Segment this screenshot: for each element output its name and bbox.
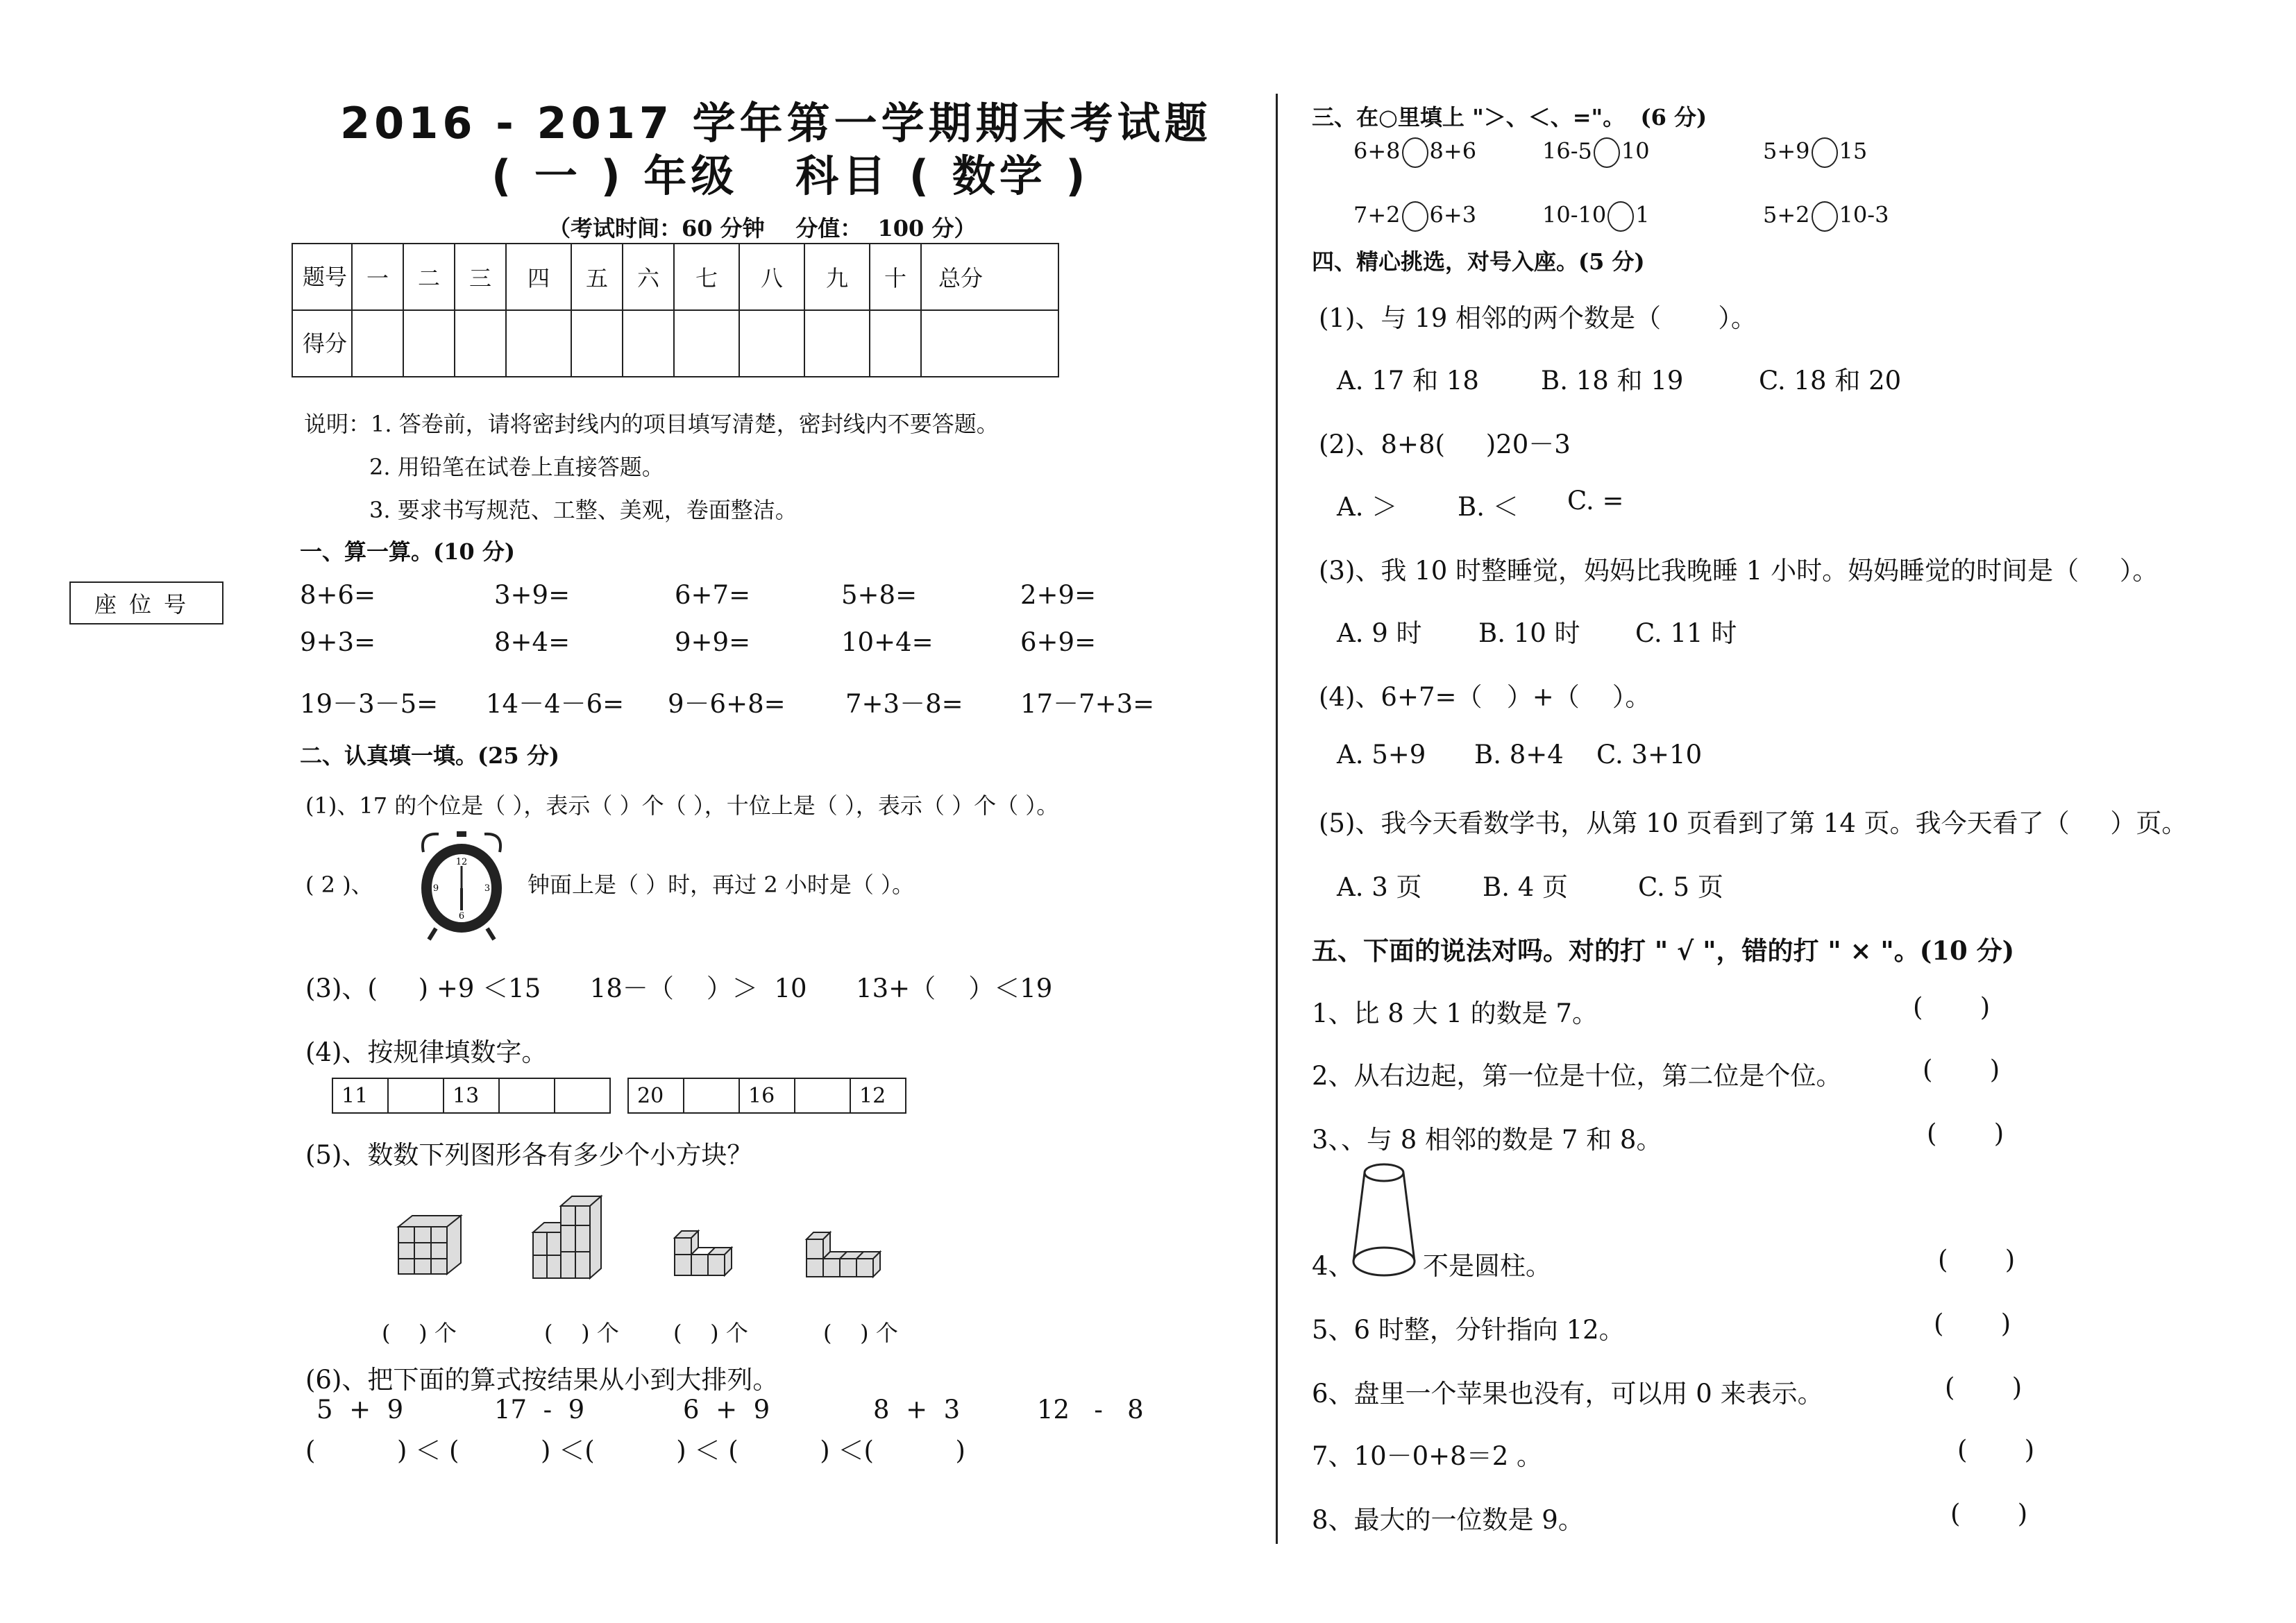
sequence-1	[332, 1078, 611, 1114]
tf-statement: 7、10－0+8＝2 。	[1312, 1441, 1543, 1471]
s4-opt[interactable]: C. 11 时	[1635, 618, 1737, 648]
tf-statement: 4、	[1312, 1251, 1354, 1281]
tf-answer-paren[interactable]: ( )	[1957, 1435, 2035, 1465]
count-label: ( ) 个	[544, 1320, 619, 1346]
q6-expr: 12 - 8	[1037, 1395, 1144, 1425]
s2-q2-prefix: ( 2 )、	[305, 872, 373, 898]
score-col: 五	[571, 244, 623, 310]
count-label: ( ) 个	[382, 1320, 457, 1346]
seq-cell[interactable]	[388, 1078, 444, 1113]
calc: 8+4=	[494, 627, 571, 657]
score-cell[interactable]	[921, 310, 1058, 377]
compare-left: 7+2	[1353, 201, 1401, 228]
seq-cell: 20	[628, 1078, 684, 1113]
s4-opt[interactable]: B. 18 和 19	[1541, 366, 1684, 396]
seq-cell[interactable]	[684, 1078, 739, 1113]
svg-text:9: 9	[432, 883, 439, 894]
calc: 9+9=	[675, 627, 751, 657]
compare-right: 10	[1621, 137, 1650, 164]
seq-cell[interactable]	[499, 1078, 555, 1113]
seq-cell: 12	[850, 1078, 906, 1113]
section1-heading: 一、算一算。(10 分)	[300, 538, 515, 565]
s4-opt[interactable]: A. 17 和 18	[1337, 366, 1479, 396]
s4-opt[interactable]: C. 18 和 20	[1759, 366, 1902, 396]
compare-right: 8+6	[1429, 137, 1477, 164]
compare-right: 1	[1635, 201, 1650, 228]
compare-item	[1763, 137, 1867, 168]
note-line-2: 2. 用铅笔在试卷上直接答题。	[369, 454, 664, 480]
note-line-1: 说明：1. 答卷前，请将密封线内的项目填写清楚，密封线内不要答题。	[304, 411, 999, 437]
q6-expr: 5 + 9	[316, 1395, 404, 1425]
tf-answer-paren[interactable]: ( )	[1950, 1499, 2028, 1529]
score-col: 八	[739, 244, 804, 310]
tf-statement: 2、从右边起，第一位是十位，第二位是个位。	[1312, 1061, 1842, 1091]
tf-answer-paren[interactable]: ( )	[1938, 1245, 2016, 1275]
s2-q4: (4)、按规律填数字。	[305, 1037, 548, 1067]
cube-row-icon	[802, 1228, 886, 1284]
exam-subtitle: ( 一 ) 年级 科目 ( 数学 )	[491, 151, 1090, 201]
alarm-clock-icon	[410, 826, 514, 944]
tf-answer-paren[interactable]: ( )	[1923, 1055, 2000, 1085]
seat-number-box: 座位号	[69, 581, 223, 624]
svg-text:3: 3	[484, 883, 491, 894]
score-col-total: 总分	[921, 244, 1058, 310]
score-cell[interactable]	[506, 310, 571, 377]
score-col: 三	[455, 244, 506, 310]
svg-text:12: 12	[455, 857, 468, 867]
s2-q5: (5)、数数下列图形各有多少个小方块？	[305, 1140, 753, 1170]
exam-info: （考试时间：60 分钟 分值： 100 分）	[548, 215, 977, 241]
tf-statement: 1、比 8 大 1 的数是 7。	[1312, 999, 1598, 1028]
s4-opt[interactable]: C. 5 页	[1638, 872, 1723, 902]
score-cell[interactable]	[455, 310, 506, 377]
compare-circle[interactable]	[1402, 137, 1428, 168]
tf-answer-paren[interactable]: ( )	[1913, 992, 1991, 1022]
calc: 10+4=	[841, 627, 934, 657]
note-line-3: 3. 要求书写规范、工整、美观，卷面整洁。	[369, 497, 797, 523]
q6-expr: 17 - 9	[494, 1395, 585, 1425]
calc: 3+9=	[494, 580, 571, 610]
score-cell[interactable]	[674, 310, 739, 377]
q6-order: ( ) ＜ ( ) ＜( ) ＜ ( ) ＜( )	[305, 1436, 965, 1465]
calc: 9+3=	[300, 627, 376, 657]
compare-right: 15	[1839, 137, 1868, 164]
score-cell[interactable]	[352, 310, 403, 377]
compare-left: 6+8	[1353, 137, 1401, 164]
seq-cell: 16	[739, 1078, 795, 1113]
seq-cell: 13	[444, 1078, 499, 1113]
compare-item	[1542, 201, 1650, 232]
tf-answer-paren[interactable]: ( )	[1934, 1309, 2011, 1339]
s4-opt[interactable]: A. 5+9	[1337, 740, 1426, 770]
section3-heading: 三、在○里填上 "＞、＜、="。 (6 分)	[1312, 104, 1707, 130]
count-label: ( ) 个	[673, 1320, 748, 1346]
s2-q2-text: 钟面上是（ ）时，再过 2 小时是（ ）。	[527, 872, 915, 898]
score-row2-label: 得分	[292, 310, 352, 377]
score-col: 七	[674, 244, 739, 310]
compare-left: 16-5	[1542, 137, 1592, 164]
compare-item	[1353, 137, 1476, 168]
q6-expr: 6 + 9	[683, 1395, 770, 1425]
calc: 7+3－8=	[845, 689, 963, 719]
tf-statement: 5、6 时整，分针指向 12。	[1312, 1315, 1625, 1345]
tf-statement-suffix: 不是圆柱。	[1423, 1251, 1551, 1281]
count-label: ( ) 个	[823, 1320, 898, 1346]
tf-statement: 3、、与 8 相邻的数是 7 和 8。	[1312, 1125, 1662, 1155]
s4-opt[interactable]: B. 10 时	[1478, 618, 1580, 648]
score-cell[interactable]	[870, 310, 921, 377]
seq-cell: 11	[332, 1078, 388, 1113]
score-cell[interactable]	[571, 310, 623, 377]
score-col: 九	[804, 244, 870, 310]
section2-heading: 二、认真填一填。(25 分)	[300, 742, 559, 769]
s4-opt[interactable]: B. ＜	[1458, 492, 1519, 522]
cube-tower-icon	[530, 1193, 607, 1284]
score-col: 六	[623, 244, 674, 310]
score-cell[interactable]	[804, 310, 870, 377]
section5-heading: 五、下面的说法对吗。对的打 " √ "，错的打 " × "。(10 分)	[1312, 935, 2015, 966]
calc: 19－3－5=	[300, 689, 439, 719]
tf-statement: 8、最大的一位数是 9。	[1312, 1505, 1584, 1535]
calc: 6+7=	[675, 580, 751, 610]
compare-circle[interactable]	[1607, 201, 1634, 232]
tf-answer-paren[interactable]: ( )	[1945, 1373, 2023, 1402]
score-table	[292, 243, 1059, 377]
score-col: 一	[352, 244, 403, 310]
calc: 8+6=	[300, 580, 376, 610]
s4-q5: (5)、我今天看数学书，从第 10 页看到了第 14 页。我今天看了（ ）页。	[1319, 808, 2188, 838]
s4-opt[interactable]: B. 4 页	[1483, 872, 1569, 902]
s4-opt[interactable]: A. 9 时	[1337, 618, 1422, 648]
tf-answer-paren[interactable]: ( )	[1927, 1119, 2004, 1148]
score-cell[interactable]	[739, 310, 804, 377]
compare-circle[interactable]	[1812, 201, 1838, 232]
calc: 14－4－6=	[486, 689, 625, 719]
calc: 6+9=	[1020, 627, 1097, 657]
calc: 2+9=	[1020, 580, 1097, 610]
score-cell[interactable]	[623, 310, 674, 377]
s4-q4: (4)、6+7=（ ）+（ ）。	[1319, 682, 1651, 712]
s4-opt[interactable]: C. =	[1567, 486, 1624, 516]
compare-circle[interactable]	[1402, 201, 1428, 232]
tf-statement: 6、盘里一个苹果也没有，可以用 0 来表示。	[1312, 1379, 1823, 1409]
compare-circle[interactable]	[1812, 137, 1838, 168]
s4-opt[interactable]: A. 3 页	[1337, 872, 1422, 902]
cube-step-icon	[670, 1227, 740, 1282]
s4-q2: (2)、8+8( )20－3	[1319, 430, 1571, 459]
svg-text:6: 6	[458, 911, 465, 921]
compare-left: 5+2	[1763, 201, 1810, 228]
score-row1-label: 题号	[292, 244, 352, 310]
calc: 9－6+8=	[668, 689, 786, 719]
s2-q6: (6)、把下面的算式按结果从小到大排列。	[305, 1365, 779, 1395]
column-divider	[1276, 94, 1278, 1544]
compare-circle[interactable]	[1594, 137, 1620, 168]
score-col: 十	[870, 244, 921, 310]
calc: 5+8=	[841, 580, 918, 610]
compare-left: 5+9	[1763, 137, 1810, 164]
s4-q3: (3)、我 10 时整睡觉，妈妈比我晚睡 1 小时。妈妈睡觉的时间是（ ）。	[1319, 556, 2159, 586]
cup-shape-icon	[1349, 1160, 1419, 1278]
seq-cell[interactable]	[795, 1078, 850, 1113]
s2-q1: (1)、17 的个位是（ ），表示（ ）个（ ），十位上是（ ），表示（ ）个（ ）。	[305, 792, 1059, 819]
cube-stack-icon	[396, 1210, 465, 1280]
score-col: 二	[403, 244, 455, 310]
s2-q3: (3)、( ) +9 ＜15 18－（ ）＞ 10 13+（ ）＜19	[305, 974, 1053, 1003]
score-col: 四	[506, 244, 571, 310]
sequence-2	[627, 1078, 906, 1114]
s4-opt[interactable]: A. ＞	[1337, 492, 1398, 522]
compare-left: 10-10	[1542, 201, 1607, 228]
exam-title: 2016 - 2017 学年第一学期期末考试题	[340, 98, 1212, 148]
s4-q1: (1)、与 19 相邻的两个数是（ ）。	[1319, 303, 1757, 333]
seq-cell[interactable]	[555, 1078, 610, 1113]
compare-right: 6+3	[1429, 201, 1477, 228]
s4-opt[interactable]: C. 3+10	[1596, 740, 1703, 770]
compare-item	[1763, 201, 1889, 232]
section4-heading: 四、精心挑选，对号入座。(5 分)	[1312, 248, 1645, 275]
compare-item	[1542, 137, 1650, 168]
calc: 17－7+3=	[1020, 689, 1155, 719]
score-cell[interactable]	[403, 310, 455, 377]
compare-item	[1353, 201, 1476, 232]
compare-right: 10-3	[1839, 201, 1889, 228]
q6-expr: 8 + 3	[873, 1395, 961, 1425]
s4-opt[interactable]: B. 8+4	[1474, 740, 1564, 770]
